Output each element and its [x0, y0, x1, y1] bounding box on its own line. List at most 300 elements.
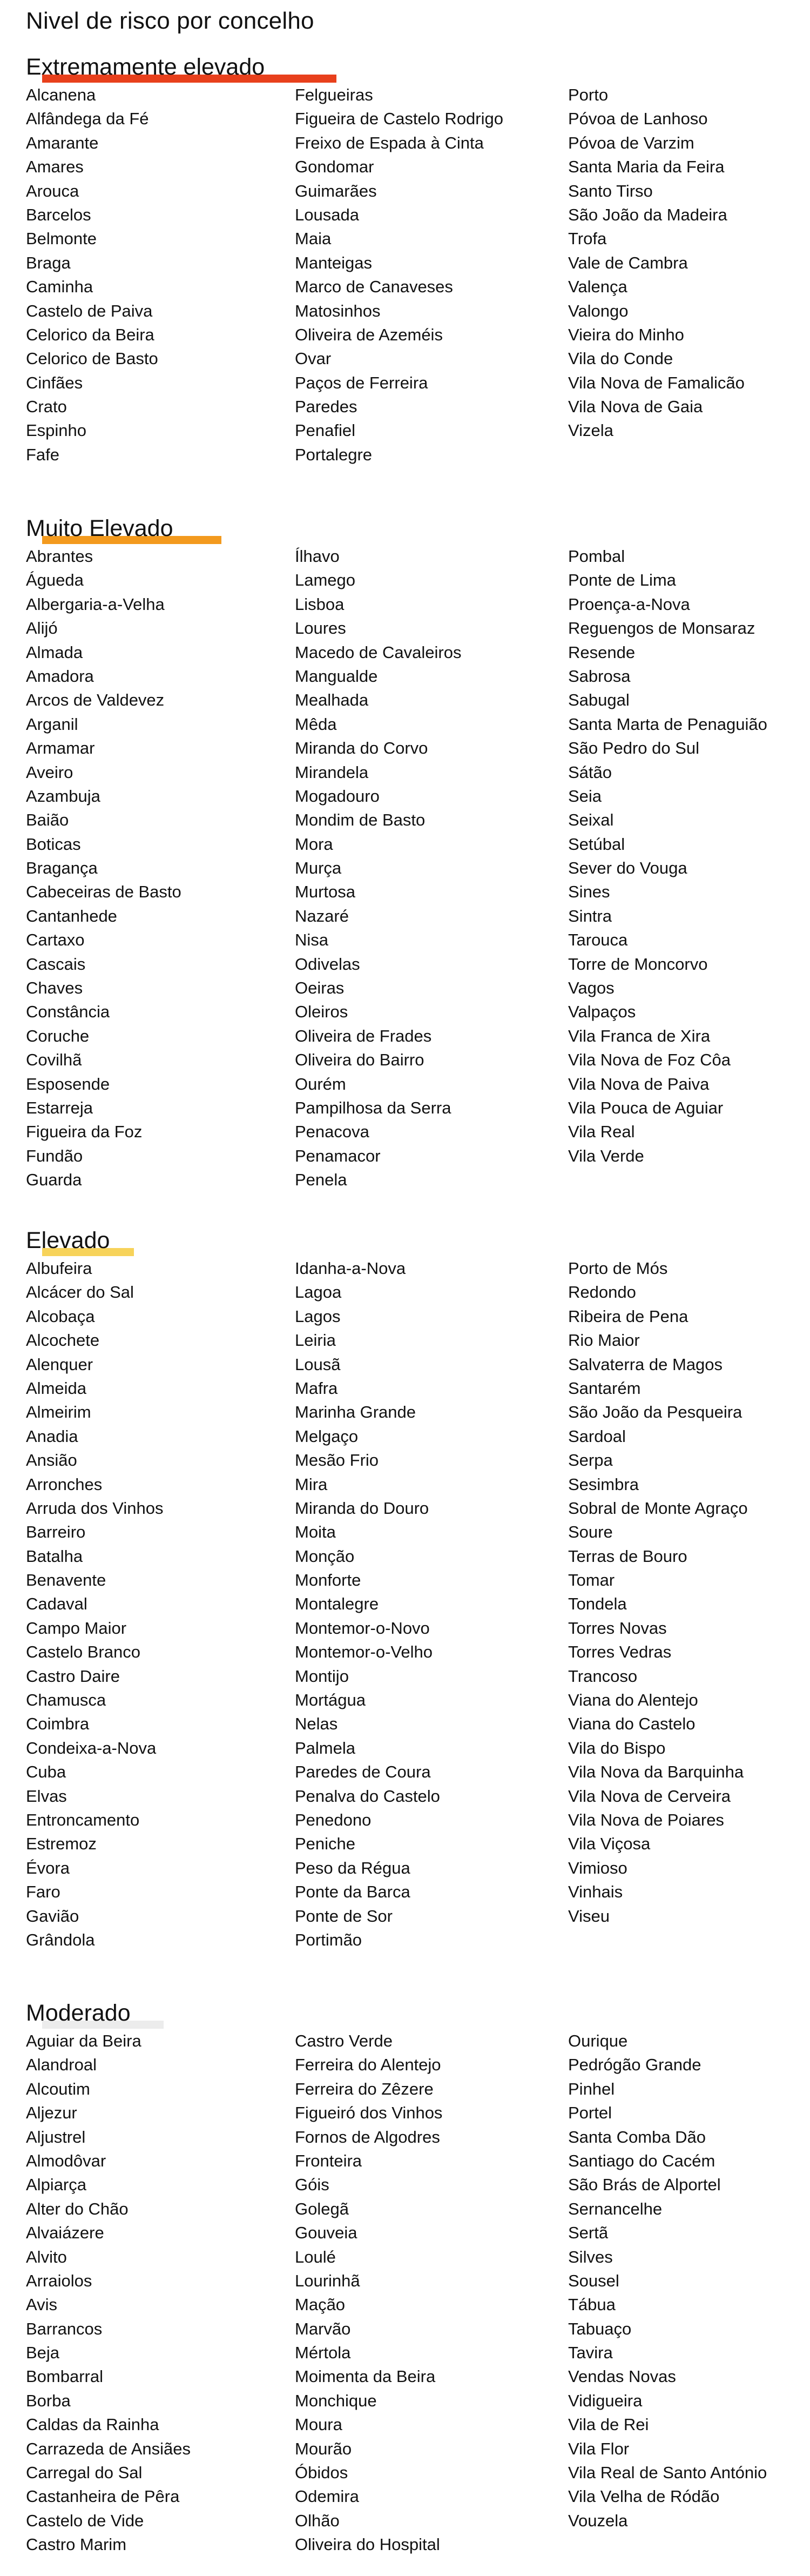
municipality-column — [295, 2029, 442, 2557]
municipality-item: Santa Comba Dão — [568, 2127, 706, 2146]
municipality-item: Porto de Mós — [568, 1259, 668, 1278]
municipality-item: Lousã — [295, 1354, 341, 1374]
section-title: Extremamente elevado — [26, 54, 265, 80]
municipality-item: Benavente — [26, 1571, 106, 1590]
municipality-item: Vendas Novas — [568, 2367, 676, 2386]
section-heading — [26, 54, 793, 88]
municipality-item: Bombarral — [26, 2367, 103, 2386]
municipality-item: Ourique — [568, 2031, 628, 2050]
municipality-item: Odivelas — [295, 954, 360, 974]
municipality-item: Óbidos — [295, 2463, 348, 2483]
municipality-item: Covilhã — [26, 1050, 82, 1070]
municipality-item: Vila Nova de Paiva — [568, 1074, 710, 1094]
municipality-item: Castelo de Vide — [26, 2511, 144, 2530]
municipality-item: Ribeira de Pena — [568, 1306, 688, 1326]
municipality-item: Viseu — [568, 1906, 610, 1926]
municipality-item: Murtosa — [295, 882, 355, 902]
municipality-item: Trancoso — [568, 1666, 638, 1686]
municipality-item: Mondim de Basto — [295, 810, 426, 830]
municipality-item: Esposende — [26, 1074, 110, 1094]
municipality-item: Bragança — [26, 858, 98, 878]
municipality-item: Penedono — [295, 1810, 372, 1829]
municipality-item: Mogadouro — [295, 786, 380, 806]
municipality-item: Arronches — [26, 1474, 103, 1494]
municipality-item: Mourão — [295, 2439, 352, 2458]
municipality-item: Sobral de Monte Agraço — [568, 1498, 748, 1518]
municipality-item: Penamacor — [295, 1146, 381, 1165]
municipality-item: Aljezur — [26, 2103, 77, 2123]
municipality-item: Vila Nova de Poiares — [568, 1810, 724, 1829]
municipality-item: Vila Nova de Gaia — [568, 397, 703, 417]
municipality-item: Vila Pouca de Aguiar — [568, 1098, 724, 1117]
municipality-item: Vila Real — [568, 1122, 635, 1142]
municipality-item: Marco de Canaveses — [295, 277, 453, 297]
municipality-item: Azambuja — [26, 786, 100, 806]
municipality-item: Paredes — [295, 397, 357, 417]
section-heading — [26, 1227, 793, 1261]
municipality-item: Coimbra — [26, 1714, 90, 1734]
municipality-item: Nelas — [295, 1714, 338, 1734]
municipality-item: Valongo — [568, 301, 629, 320]
municipality-column — [295, 545, 461, 1192]
municipality-item: Moura — [295, 2415, 342, 2434]
municipality-item: Viana do Castelo — [568, 1714, 696, 1734]
municipality-item: Vila Velha de Ródão — [568, 2487, 720, 2506]
municipality-item: Salvaterra de Magos — [568, 1354, 723, 1374]
section-title: Elevado — [26, 1227, 110, 1253]
municipality-item: Tábua — [568, 2295, 616, 2315]
municipality-item: Castanheira de Pêra — [26, 2487, 180, 2506]
municipality-item: Penalva do Castelo — [295, 1786, 440, 1806]
municipality-item: Abrantes — [26, 547, 93, 566]
municipality-item: Vila de Rei — [568, 2415, 649, 2434]
municipality-item: Caldas da Rainha — [26, 2415, 159, 2434]
risk-section-moderado — [26, 2000, 793, 2554]
municipality-item: Vila do Bispo — [568, 1738, 666, 1757]
municipality-item: Olhão — [295, 2511, 340, 2530]
municipality-item: Peniche — [295, 1834, 356, 1854]
municipality-item: São Brás de Alportel — [568, 2175, 721, 2195]
municipality-item: Penela — [295, 1170, 347, 1190]
municipality-item: Mealhada — [295, 690, 369, 710]
municipality-item: Freixo de Espada à Cinta — [295, 133, 484, 152]
municipality-item: Sátão — [568, 762, 612, 782]
municipality-item: Póvoa de Varzim — [568, 133, 694, 152]
municipality-item: Aljustrel — [26, 2127, 86, 2146]
municipality-item: Vila Nova de Cerveira — [568, 1786, 731, 1806]
municipality-item: Alenquer — [26, 1354, 93, 1374]
municipality-column — [26, 1257, 163, 1952]
municipality-item: Mesão Frio — [295, 1451, 379, 1470]
municipality-item: Sernancelhe — [568, 2199, 663, 2218]
municipality-column — [26, 83, 158, 467]
municipality-item: Vinhais — [568, 1882, 623, 1902]
municipality-item: Torre de Moncorvo — [568, 954, 708, 974]
municipality-item: Gouveia — [295, 2223, 357, 2243]
municipality-item: Mortágua — [295, 1691, 366, 1710]
municipality-item: Moita — [295, 1522, 336, 1542]
municipality-item: Moimenta da Beira — [295, 2367, 436, 2386]
municipality-item: Vagos — [568, 978, 615, 998]
municipality-item: Palmela — [295, 1738, 355, 1757]
municipality-item: Peso da Régua — [295, 1858, 410, 1877]
municipality-item: Sousel — [568, 2271, 619, 2290]
municipality-item: Alcochete — [26, 1331, 100, 1350]
municipality-item: Gavião — [26, 1906, 79, 1926]
municipality-item: Lagoa — [295, 1283, 342, 1302]
municipality-item: Portel — [568, 2103, 612, 2123]
municipality-item: Mirandela — [295, 762, 369, 782]
municipality-item: Montijo — [295, 1666, 349, 1686]
municipality-item: Vila Viçosa — [568, 1834, 651, 1854]
municipality-item: Lamego — [295, 571, 356, 590]
municipality-item: Melgaço — [295, 1426, 359, 1446]
municipality-item: Proença-a-Nova — [568, 594, 690, 614]
municipality-item: Nazaré — [295, 906, 349, 925]
municipality-item: Sardoal — [568, 1426, 626, 1446]
municipality-item: Trofa — [568, 229, 607, 249]
municipality-item: Ferreira do Zêzere — [295, 2079, 434, 2098]
municipality-item: Beja — [26, 2343, 60, 2363]
municipality-item: Elvas — [26, 1786, 67, 1806]
municipality-item: Sines — [568, 882, 610, 902]
municipality-column — [295, 1257, 440, 1952]
municipality-item: Vieira do Minho — [568, 325, 684, 344]
municipality-item: Terras de Bouro — [568, 1546, 687, 1566]
section-heading — [26, 515, 793, 549]
municipality-item: Arruda dos Vinhos — [26, 1498, 164, 1518]
municipality-item: Chamusca — [26, 1691, 106, 1710]
municipality-item: Mangualde — [295, 666, 378, 686]
municipality-item: Paços de Ferreira — [295, 373, 428, 392]
municipality-item: Matosinhos — [295, 301, 381, 320]
municipality-item: Batalha — [26, 1546, 83, 1566]
municipality-item: Lousada — [295, 205, 359, 224]
risk-section-extremamente-elevado — [26, 54, 793, 464]
municipality-item: São João da Madeira — [568, 205, 727, 224]
municipality-item: Campo Maior — [26, 1618, 127, 1638]
municipality-item: Alijó — [26, 619, 58, 638]
municipality-item: Arganil — [26, 714, 78, 734]
municipality-column — [568, 83, 745, 443]
municipality-item: Portimão — [295, 1930, 362, 1949]
municipality-item: Setúbal — [568, 834, 625, 854]
municipality-item: Arraiolos — [26, 2271, 92, 2290]
municipality-item: Carregal do Sal — [26, 2463, 143, 2483]
section-title: Moderado — [26, 2000, 131, 2026]
risk-section-elevado — [26, 1227, 793, 1949]
municipality-item: Guimarães — [295, 181, 377, 200]
municipality-item: Redondo — [568, 1283, 636, 1302]
municipality-item: Celorico da Beira — [26, 325, 154, 344]
municipality-item: Alcácer do Sal — [26, 1283, 134, 1302]
municipality-item: Manteigas — [295, 253, 373, 272]
page-title: Nivel de risco por concelho — [26, 8, 314, 34]
municipality-item: Aguiar da Beira — [26, 2031, 141, 2050]
municipality-item: Baião — [26, 810, 69, 830]
municipality-item: Pinhel — [568, 2079, 615, 2098]
municipality-item: Mação — [295, 2295, 346, 2315]
municipality-item: Fornos de Algodres — [295, 2127, 440, 2146]
municipality-item: Barcelos — [26, 205, 91, 224]
municipality-item: Nisa — [295, 930, 329, 950]
municipality-item: Vila Nova de Foz Côa — [568, 1050, 731, 1070]
municipality-item: Barreiro — [26, 1522, 86, 1542]
municipality-item: Rio Maior — [568, 1331, 640, 1350]
municipality-item: Montemor-o-Velho — [295, 1642, 433, 1662]
municipality-item: Resende — [568, 642, 636, 662]
municipality-item: Torres Novas — [568, 1618, 667, 1638]
municipality-item: Valença — [568, 277, 627, 297]
municipality-item: Cabeceiras de Basto — [26, 882, 181, 902]
municipality-item: Boticas — [26, 834, 81, 854]
municipality-item: Avis — [26, 2295, 58, 2315]
municipality-item: Vila do Conde — [568, 349, 673, 368]
municipality-item: Santa Marta de Penaguião — [568, 714, 767, 734]
municipality-item: Entroncamento — [26, 1810, 140, 1829]
municipality-item: Borba — [26, 2391, 71, 2410]
municipality-item: Lagos — [295, 1306, 341, 1326]
municipality-item: Portalegre — [295, 445, 373, 464]
municipality-item: Castelo Branco — [26, 1642, 140, 1662]
municipality-item: Chaves — [26, 978, 83, 998]
municipality-item: Lourinhã — [295, 2271, 360, 2290]
municipality-item: Ourém — [295, 1074, 346, 1094]
municipality-item: Santiago do Cacém — [568, 2151, 716, 2170]
municipality-item: Oeiras — [295, 978, 345, 998]
municipality-item: Pedrógão Grande — [568, 2055, 701, 2075]
municipality-item: Serpa — [568, 1451, 613, 1470]
municipality-item: Póvoa de Lanhoso — [568, 109, 708, 129]
municipality-item: Santarém — [568, 1378, 641, 1398]
municipality-item: Albergaria-a-Velha — [26, 594, 165, 614]
municipality-item: Odemira — [295, 2487, 359, 2506]
municipality-item: Vizela — [568, 421, 613, 440]
municipality-item: Faro — [26, 1882, 60, 1902]
municipality-item: Mértola — [295, 2343, 351, 2363]
municipality-item: Góis — [295, 2175, 329, 2195]
municipality-item: São João da Pesqueira — [568, 1403, 742, 1422]
municipality-item: Aveiro — [26, 762, 73, 782]
municipality-item: Carrazeda de Ansiães — [26, 2439, 191, 2458]
municipality-item: Alter do Chão — [26, 2199, 129, 2218]
municipality-item: Idanha-a-Nova — [295, 1259, 406, 1278]
municipality-item: Castelo de Paiva — [26, 301, 153, 320]
municipality-item: Figueiró dos Vinhos — [295, 2103, 443, 2123]
municipality-column — [295, 83, 503, 467]
municipality-item: Maia — [295, 229, 332, 249]
municipality-item: Mêda — [295, 714, 337, 734]
municipality-column — [568, 1257, 748, 1928]
municipality-item: Barrancos — [26, 2319, 103, 2338]
municipality-item: Crato — [26, 397, 67, 417]
municipality-item: Tondela — [568, 1594, 627, 1614]
municipality-item: São Pedro do Sul — [568, 739, 700, 758]
municipality-item: Loulé — [295, 2247, 336, 2266]
municipality-column — [26, 2029, 191, 2557]
municipality-item: Ponte de Sor — [295, 1906, 393, 1926]
municipality-item: Ponte da Barca — [295, 1882, 410, 1902]
municipality-item: Miranda do Corvo — [295, 739, 428, 758]
municipality-item: Lisboa — [295, 594, 345, 614]
municipality-item: Paredes de Coura — [295, 1762, 431, 1782]
municipality-item: Coruche — [26, 1026, 90, 1045]
municipality-item: Caminha — [26, 277, 93, 297]
municipality-item: Marinha Grande — [295, 1403, 416, 1422]
municipality-item: Sertã — [568, 2223, 609, 2243]
municipality-item: Évora — [26, 1858, 70, 1877]
municipality-item: Oleiros — [295, 1002, 348, 1022]
municipality-item: Macedo de Cavaleiros — [295, 642, 462, 662]
municipality-item: Castro Verde — [295, 2031, 393, 2050]
municipality-item: Tomar — [568, 1571, 615, 1590]
municipality-item: Estarreja — [26, 1098, 93, 1117]
municipality-item: Vidigueira — [568, 2391, 643, 2410]
municipality-item: Sever do Vouga — [568, 858, 687, 878]
municipality-item: Santa Maria da Feira — [568, 157, 725, 177]
municipality-item: Guarda — [26, 1170, 82, 1190]
municipality-item: Sabugal — [568, 690, 630, 710]
municipality-item: Castro Marim — [26, 2535, 127, 2554]
municipality-item: Pombal — [568, 547, 625, 566]
municipality-item: Monchique — [295, 2391, 377, 2410]
section-heading — [26, 2000, 793, 2034]
municipality-item: Grândola — [26, 1930, 95, 1949]
municipality-item: Alandroal — [26, 2055, 97, 2075]
municipality-item: Valpaços — [568, 1002, 636, 1022]
municipality-item: Mira — [295, 1474, 328, 1494]
municipality-item: Ansião — [26, 1451, 77, 1470]
municipality-item: Fafe — [26, 445, 60, 464]
municipality-item: Fronteira — [295, 2151, 362, 2170]
municipality-item: Vila Nova de Famalicão — [568, 373, 745, 392]
municipality-item: Almodôvar — [26, 2151, 106, 2170]
municipality-item: Vouzela — [568, 2511, 628, 2530]
municipality-item: Alcobaça — [26, 1306, 95, 1326]
municipality-item: Sesimbra — [568, 1474, 639, 1494]
municipality-item: Alfândega da Fé — [26, 109, 149, 129]
municipality-item: Vale de Cambra — [568, 253, 688, 272]
municipality-item: Mafra — [295, 1378, 338, 1398]
municipality-column — [568, 2029, 767, 2533]
municipality-item: Arcos de Valdevez — [26, 690, 165, 710]
municipality-item: Águeda — [26, 571, 84, 590]
municipality-item: Estremoz — [26, 1834, 97, 1854]
municipality-item: Monção — [295, 1546, 355, 1566]
municipality-item: Oliveira de Frades — [295, 1026, 432, 1045]
municipality-item: Vila Flor — [568, 2439, 630, 2458]
municipality-item: Cascais — [26, 954, 86, 974]
municipality-item: Castro Daire — [26, 1666, 120, 1686]
municipality-item: Braga — [26, 253, 71, 272]
municipality-item: Leiria — [295, 1331, 336, 1350]
municipality-item: Belmonte — [26, 229, 97, 249]
municipality-item: Murça — [295, 858, 342, 878]
municipality-item: Vila Verde — [568, 1146, 644, 1165]
municipality-item: Sabrosa — [568, 666, 631, 686]
municipality-item: Penacova — [295, 1122, 369, 1142]
municipality-item: Anadia — [26, 1426, 78, 1446]
municipality-item: Oliveira do Bairro — [295, 1050, 424, 1070]
municipality-item: Amadora — [26, 666, 94, 686]
municipality-item: Almada — [26, 642, 83, 662]
municipality-item: Almeida — [26, 1378, 86, 1398]
section-title: Muito Elevado — [26, 515, 173, 541]
municipality-item: Cuba — [26, 1762, 66, 1782]
municipality-item: Figueira de Castelo Rodrigo — [295, 109, 503, 129]
municipality-item: Cartaxo — [26, 930, 85, 950]
municipality-item: Vila Real de Santo António — [568, 2463, 767, 2483]
municipality-item: Golegã — [295, 2199, 349, 2218]
municipality-item: Santo Tirso — [568, 181, 653, 200]
municipality-column — [568, 545, 767, 1168]
municipality-item: Figueira da Foz — [26, 1122, 143, 1142]
municipality-item: Seixal — [568, 810, 614, 830]
municipality-item: Tabuaço — [568, 2319, 632, 2338]
municipality-item: Loures — [295, 619, 346, 638]
municipality-item: Amares — [26, 157, 84, 177]
municipality-item: Gondomar — [295, 157, 374, 177]
municipality-item: Ponte de Lima — [568, 571, 676, 590]
municipality-item: Pampilhosa da Serra — [295, 1098, 451, 1117]
municipality-item: Viana do Alentejo — [568, 1691, 698, 1710]
municipality-item: Ovar — [295, 349, 332, 368]
municipality-item: Tarouca — [568, 930, 628, 950]
municipality-item: Ferreira do Alentejo — [295, 2055, 441, 2075]
municipality-item: Oliveira de Azeméis — [295, 325, 443, 344]
municipality-item: Sintra — [568, 906, 612, 925]
municipality-item: Silves — [568, 2247, 613, 2266]
municipality-item: Cantanhede — [26, 906, 117, 925]
municipality-item: Fundão — [26, 1146, 83, 1165]
municipality-item: Alvaiázere — [26, 2223, 104, 2243]
municipality-item: Oliveira do Hospital — [295, 2535, 440, 2554]
municipality-item: Vimioso — [568, 1858, 627, 1877]
municipality-item: Vila Franca de Xira — [568, 1026, 711, 1045]
municipality-item: Celorico de Basto — [26, 349, 158, 368]
municipality-item: Albufeira — [26, 1259, 92, 1278]
municipality-item: Felgueiras — [295, 85, 373, 104]
municipality-item: Alvito — [26, 2247, 67, 2266]
municipality-item: Montalegre — [295, 1594, 379, 1614]
municipality-item: Alcanena — [26, 85, 96, 104]
municipality-item: Monforte — [295, 1571, 361, 1590]
municipality-item: Espinho — [26, 421, 87, 440]
municipality-item: Penafiel — [295, 421, 356, 440]
municipality-item: Constância — [26, 1002, 110, 1022]
municipality-item: Porto — [568, 85, 609, 104]
municipality-column — [26, 545, 181, 1192]
municipality-item: Soure — [568, 1522, 613, 1542]
municipality-item: Alpiarça — [26, 2175, 86, 2195]
municipality-item: Mora — [295, 834, 333, 854]
municipality-item: Alcoutim — [26, 2079, 90, 2098]
municipality-item: Marvão — [295, 2319, 351, 2338]
municipality-item: Armamar — [26, 739, 95, 758]
risk-section-muito-elevado — [26, 515, 793, 1190]
municipality-item: Montemor-o-Novo — [295, 1618, 430, 1638]
municipality-item: Tavira — [568, 2343, 613, 2363]
municipality-item: Condeixa-a-Nova — [26, 1738, 157, 1757]
municipality-item: Miranda do Douro — [295, 1498, 429, 1518]
municipality-item: Seia — [568, 786, 602, 806]
municipality-item: Arouca — [26, 181, 79, 200]
municipality-item: Amarante — [26, 133, 99, 152]
municipality-item: Almeirim — [26, 1403, 91, 1422]
municipality-item: Cinfães — [26, 373, 83, 392]
municipality-item: Reguengos de Monsaraz — [568, 619, 755, 638]
municipality-item: Cadaval — [26, 1594, 87, 1614]
